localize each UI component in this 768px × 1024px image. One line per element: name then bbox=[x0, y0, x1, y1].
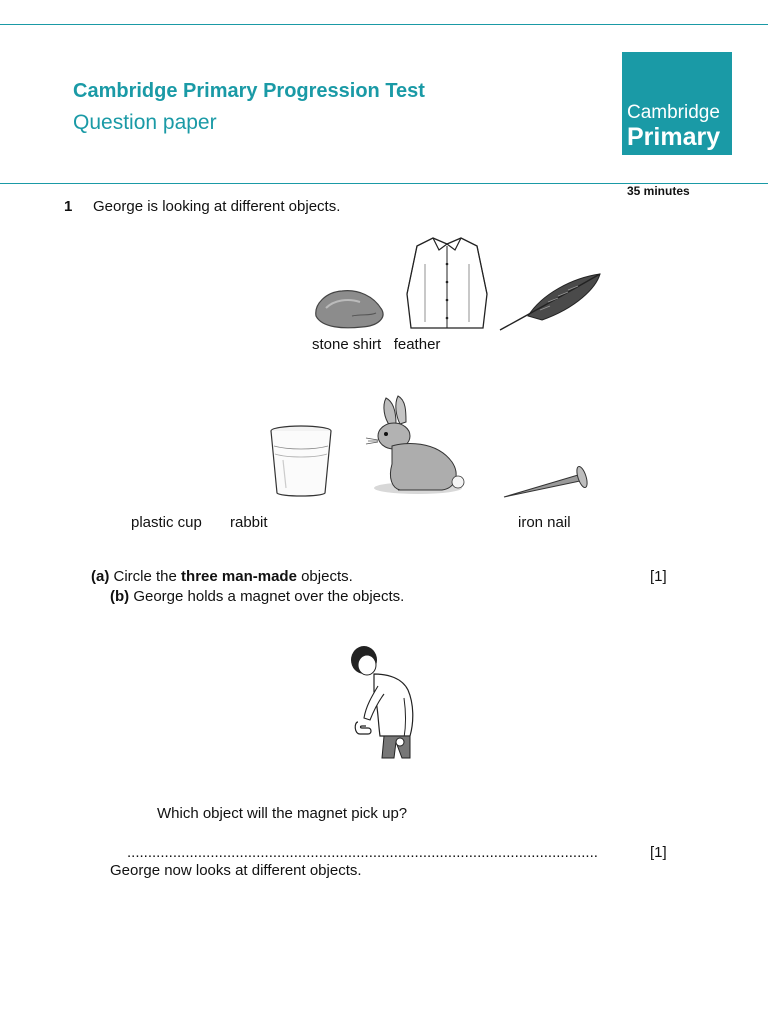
part-a-text-before: Circle the bbox=[113, 568, 182, 585]
iron-nail-image bbox=[502, 463, 592, 499]
george-with-magnet-image bbox=[344, 642, 420, 760]
paper-subtitle: Question paper bbox=[73, 111, 217, 134]
logo-line-1: Cambridge bbox=[627, 102, 720, 123]
part-b-text: George holds a magnet over the objects. bbox=[133, 588, 405, 605]
paper-title: Cambridge Primary Progression Test bbox=[73, 80, 425, 102]
part-b-answer-line[interactable]: ................................................................................................................. bbox=[127, 844, 598, 861]
question-number: 1 bbox=[64, 198, 73, 215]
part-b-prompt: Which object will the magnet pick up? bbox=[157, 805, 408, 822]
question-intro: George is looking at different objects. bbox=[93, 198, 341, 215]
part-b-label: (b) bbox=[110, 588, 130, 605]
part-a-marks: [1] bbox=[650, 568, 667, 585]
cambridge-primary-logo bbox=[622, 52, 732, 155]
plastic-cup-image bbox=[268, 424, 334, 498]
part-a-text-bold: three man-made bbox=[181, 568, 297, 585]
part-a-text-after: objects. bbox=[296, 568, 353, 585]
label-rabbit: rabbit bbox=[230, 514, 268, 531]
part-b-marks: [1] bbox=[650, 844, 667, 861]
part-a-label: (a) bbox=[91, 568, 110, 585]
continuation-text: George now looks at different objects. bbox=[110, 862, 362, 879]
test-duration: 35 minutes bbox=[627, 184, 690, 198]
label-plastic-cup: plastic cup bbox=[131, 514, 202, 531]
logo-line-2: Primary bbox=[627, 123, 721, 151]
header-top-rule bbox=[0, 24, 768, 25]
rabbit-image bbox=[364, 392, 472, 498]
label-iron-nail: iron nail bbox=[518, 514, 571, 531]
feather-image bbox=[498, 272, 604, 332]
part-a-question bbox=[91, 568, 353, 585]
row1-labels: stone shirt feather bbox=[312, 336, 441, 353]
stone-image bbox=[312, 286, 386, 330]
shirt-image bbox=[403, 234, 491, 330]
part-b-question bbox=[110, 588, 404, 605]
